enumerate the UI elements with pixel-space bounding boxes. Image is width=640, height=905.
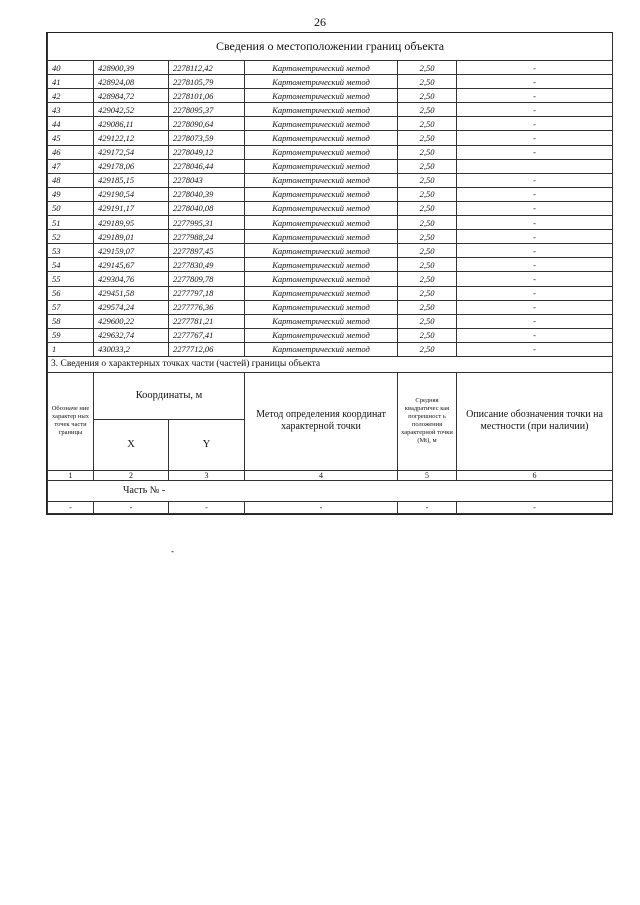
description-cell [457,159,613,173]
mt-cell: 2,50 [398,145,457,159]
description-cell: - [457,103,613,117]
empty-cell: - [457,501,613,513]
table-row [48,131,613,145]
boundary-table [47,33,613,514]
mt-cell: 2,50 [398,230,457,244]
y-coordinate-cell: 2278040,39 [169,187,245,201]
method-cell: Картометрический метод [245,216,398,230]
header-mt-label: Средняя квадратичес кая погрешност ь положения характерной точки (Mt), м [398,372,457,470]
mt-cell: 2,50 [398,314,457,328]
point-number-cell: 56 [48,286,94,300]
table-row [48,187,613,201]
method-cell: Картометрический метод [245,286,398,300]
method-cell: Картометрический метод [245,272,398,286]
table-row [48,272,613,286]
table-row [48,117,613,131]
table-row [48,244,613,258]
method-cell: Картометрический метод [245,230,398,244]
mt-cell: 2,50 [398,244,457,258]
y-coordinate-cell: 2278095,37 [169,103,245,117]
method-cell: Картометрический метод [245,145,398,159]
x-coordinate-cell: 429189,01 [94,230,169,244]
point-number-cell: 41 [48,75,94,89]
x-coordinate-cell: 429600,22 [94,314,169,328]
column-number: 4 [245,470,398,480]
y-coordinate-cell: 2278112,42 [169,61,245,75]
point-number-cell: 48 [48,173,94,187]
part-section-title: 3. Сведения о характерных точках части (частей) границы объекта [48,356,613,372]
method-cell: Картометрический метод [245,244,398,258]
x-coordinate-cell: 429190,54 [94,187,169,201]
method-cell: Картометрический метод [245,89,398,103]
y-coordinate-cell: 2277767,41 [169,328,245,342]
x-coordinate-cell: 429042,52 [94,103,169,117]
point-number-cell: 54 [48,258,94,272]
header-desc-label: Описание обозначения точки на местности (при наличии) [457,372,613,470]
point-number-cell: 40 [48,61,94,75]
header-method-label: Метод определения координат характерной точки [245,372,398,470]
method-cell: Картометрический метод [245,258,398,272]
y-coordinate-cell: 2277712,06 [169,342,245,356]
description-cell: - [457,244,613,258]
x-coordinate-cell: 429632,74 [94,328,169,342]
method-cell: Картометрический метод [245,201,398,215]
mt-cell: 2,50 [398,300,457,314]
mt-cell: 2,50 [398,103,457,117]
empty-cell: - [169,501,245,513]
x-coordinate-cell: 429185,15 [94,173,169,187]
mt-cell: 2,50 [398,61,457,75]
column-number: 2 [94,470,169,480]
mt-cell: 2,50 [398,216,457,230]
method-cell: Картометрический метод [245,342,398,356]
mt-cell: 2,50 [398,187,457,201]
method-cell: Картометрический метод [245,103,398,117]
method-cell: Картометрический метод [245,314,398,328]
point-number-cell: 43 [48,103,94,117]
description-cell: - [457,342,613,356]
point-number-cell: 1 [48,342,94,356]
mt-cell: 2,50 [398,131,457,145]
method-cell: Картометрический метод [245,300,398,314]
x-coordinate-cell: 429178,06 [94,159,169,173]
y-coordinate-cell: 2277830,49 [169,258,245,272]
mt-cell: 2,50 [398,89,457,103]
header-x-label: X [94,419,169,470]
description-cell: - [457,230,613,244]
table-row [48,75,613,89]
description-cell: - [457,216,613,230]
mt-cell: 2,50 [398,75,457,89]
x-coordinate-cell: 429191,17 [94,201,169,215]
point-number-cell: 58 [48,314,94,328]
x-coordinate-cell: 430033,2 [94,342,169,356]
method-cell: Картометрический метод [245,187,398,201]
empty-cell: - [48,501,94,513]
description-cell: - [457,117,613,131]
x-coordinate-cell: 429304,76 [94,272,169,286]
header-point-label: Обозначе ние характер ных точек части границы [48,372,94,470]
method-cell: Картометрический метод [245,159,398,173]
description-cell: - [457,61,613,75]
point-number-cell: 55 [48,272,94,286]
x-coordinate-cell: 429172,54 [94,145,169,159]
mt-cell: 2,50 [398,159,457,173]
y-coordinate-cell: 2278043 [169,173,245,187]
column-number: 6 [457,470,613,480]
point-number-cell: 45 [48,131,94,145]
y-coordinate-cell: 2278073,59 [169,131,245,145]
x-coordinate-cell: 428924,08 [94,75,169,89]
part-section-row [48,356,613,372]
description-cell: - [457,75,613,89]
y-coordinate-cell: 2277781,21 [169,314,245,328]
empty-cell: - [398,501,457,513]
y-coordinate-cell: 2277797,18 [169,286,245,300]
table-row [48,328,613,342]
description-cell: - [457,131,613,145]
mt-cell: 2,50 [398,286,457,300]
point-number-cell: 53 [48,244,94,258]
point-number-cell: 52 [48,230,94,244]
y-coordinate-cell: 2277897,45 [169,244,245,258]
table-row [48,230,613,244]
x-coordinate-cell: 429145,67 [94,258,169,272]
mt-cell: 2,50 [398,258,457,272]
point-number-cell: 44 [48,117,94,131]
table-row [48,342,613,356]
description-cell: - [457,272,613,286]
mt-cell: 2,50 [398,173,457,187]
y-coordinate-cell: 2278090,64 [169,117,245,131]
table-row [48,201,613,215]
y-coordinate-cell: 2278046,44 [169,159,245,173]
mt-cell: 2,50 [398,117,457,131]
mt-cell: 2,50 [398,272,457,286]
table-row [48,173,613,187]
method-cell: Картометрический метод [245,75,398,89]
table-row [48,159,613,173]
table-title: Сведения о местоположении границ объекта [48,33,613,61]
point-number-cell: 51 [48,216,94,230]
description-cell: - [457,201,613,215]
x-coordinate-cell: 429451,58 [94,286,169,300]
description-cell: - [457,187,613,201]
x-coordinate-cell: 428984,72 [94,89,169,103]
y-coordinate-cell: 2277988,24 [169,230,245,244]
table-row [48,216,613,230]
empty-cell: - [245,501,398,513]
method-cell: Картометрический метод [245,131,398,145]
point-number-cell: 47 [48,159,94,173]
header-coords-label: Координаты, м [94,372,245,419]
description-cell: - [457,258,613,272]
empty-part-row [48,501,613,513]
column-number-row [48,470,613,480]
y-coordinate-cell: 2277776,36 [169,300,245,314]
description-cell: - [457,286,613,300]
mt-cell: 2,50 [398,201,457,215]
x-coordinate-cell: 429122,12 [94,131,169,145]
point-number-cell: 57 [48,300,94,314]
bottom-dash-mark: - [171,546,174,556]
x-coordinate-cell: 429574,24 [94,300,169,314]
method-cell: Картометрический метод [245,61,398,75]
y-coordinate-cell: 2278049,12 [169,145,245,159]
mt-cell: 2,50 [398,342,457,356]
header-y-label: Y [169,419,245,470]
part-number-label: Часть № - [48,480,613,501]
table-row [48,103,613,117]
point-number-cell: 49 [48,187,94,201]
y-coordinate-cell: 2278101,06 [169,89,245,103]
column-number: 5 [398,470,457,480]
y-coordinate-cell: 2277995,31 [169,216,245,230]
description-cell: - [457,328,613,342]
table-row [48,61,613,75]
table-row [48,314,613,328]
x-coordinate-cell: 429159,07 [94,244,169,258]
description-cell: - [457,300,613,314]
mt-cell: 2,50 [398,328,457,342]
empty-cell: - [94,501,169,513]
y-coordinate-cell: 2277809,78 [169,272,245,286]
description-cell: - [457,173,613,187]
point-number-cell: 46 [48,145,94,159]
table-row [48,145,613,159]
column-number: 3 [169,470,245,480]
part-number-row [48,480,613,501]
part-header-row-1 [48,372,613,419]
x-coordinate-cell: 429086,11 [94,117,169,131]
column-number: 1 [48,470,94,480]
description-cell: - [457,89,613,103]
x-coordinate-cell: 429189,95 [94,216,169,230]
method-cell: Картометрический метод [245,173,398,187]
point-number-cell: 59 [48,328,94,342]
table-row [48,300,613,314]
x-coordinate-cell: 428900,39 [94,61,169,75]
description-cell: - [457,145,613,159]
y-coordinate-cell: 2278040,08 [169,201,245,215]
description-cell: - [457,314,613,328]
point-number-cell: 50 [48,201,94,215]
table-row [48,286,613,300]
point-number-cell: 42 [48,89,94,103]
method-cell: Картометрический метод [245,328,398,342]
method-cell: Картометрический метод [245,117,398,131]
y-coordinate-cell: 2278105,79 [169,75,245,89]
boundary-table-sheet [46,32,613,515]
table-title-row [48,33,613,61]
page-number: 26 [314,15,326,29]
table-row [48,89,613,103]
table-row [48,258,613,272]
